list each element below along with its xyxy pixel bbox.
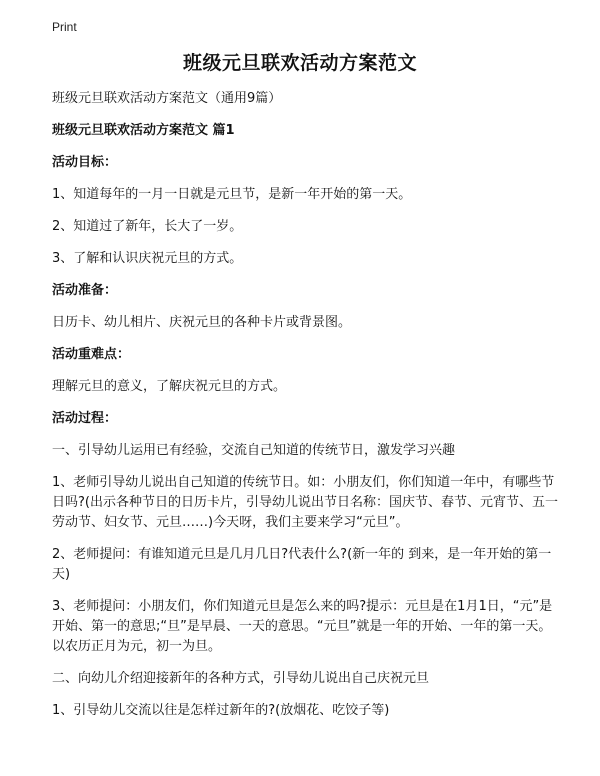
section-heading-article-1: 班级元旦联欢活动方案范文 篇1 [52, 123, 235, 138]
process-step-2-item-1: 1、引导幼儿交流以往是怎样过新年的?(放烟花、吃饺子等) [52, 703, 390, 718]
key-points-text: 理解元旦的意义，了解庆祝元旦的方式。 [52, 379, 287, 394]
goal-item-1: 1、知道每年的一月一日就是元旦节，是新一年开始的第一天。 [52, 187, 412, 202]
goal-item-3: 3、了解和认识庆祝元旦的方式。 [52, 251, 243, 266]
print-link[interactable]: Print [52, 20, 77, 34]
document-title: 班级元旦联欢活动方案范文 [182, 52, 417, 74]
heading-key-points: 活动重难点： [52, 347, 131, 362]
process-step-1-item-2: 2、老师提问：有谁知道元旦是几月几日?代表什么?(新一年的 到来，是一年开始的第一天) [52, 547, 552, 582]
process-step-1-item-1: 1、老师引导幼儿说出自己知道的传统节日。如：小朋友们，你们知道一年中，有哪些节日吗?(出示各种节日的日历卡片，引导幼儿说出节日名称：国庆节、春节、元宵节、五一劳动节、妇女节、元旦……)今天呀，我们主要来学习“元旦”。 [52, 475, 558, 530]
heading-activity-preparation: 活动准备： [52, 283, 118, 298]
heading-activity-goals: 活动目标： [52, 155, 118, 170]
preparation-text: 日历卡、幼儿相片、庆祝元旦的各种卡片或背景图。 [52, 315, 352, 330]
process-step-1: 一、引导幼儿运用已有经验，交流自己知道的传统节日，激发学习兴趣 [52, 443, 456, 458]
document-body [52, 89, 560, 733]
process-step-2: 二、向幼儿介绍迎接新年的各种方式，引导幼儿说出自己庆祝元旦 [52, 671, 430, 686]
process-step-1-item-3: 3、老师提问：小朋友们，你们知道元旦是怎么来的吗?提示：元旦是在1月1日，“元”是开始、第一的意思;“旦”是早晨、一天的意思。“元旦”就是一年的开始、一年的第一天。以农历正月为元，初一为旦。 [52, 599, 553, 654]
heading-activity-process: 活动过程： [52, 411, 118, 426]
subtitle-paragraph: 班级元旦联欢活动方案范文（通用9篇） [52, 91, 282, 106]
goal-item-2: 2、知道过了新年，长大了一岁。 [52, 219, 243, 234]
